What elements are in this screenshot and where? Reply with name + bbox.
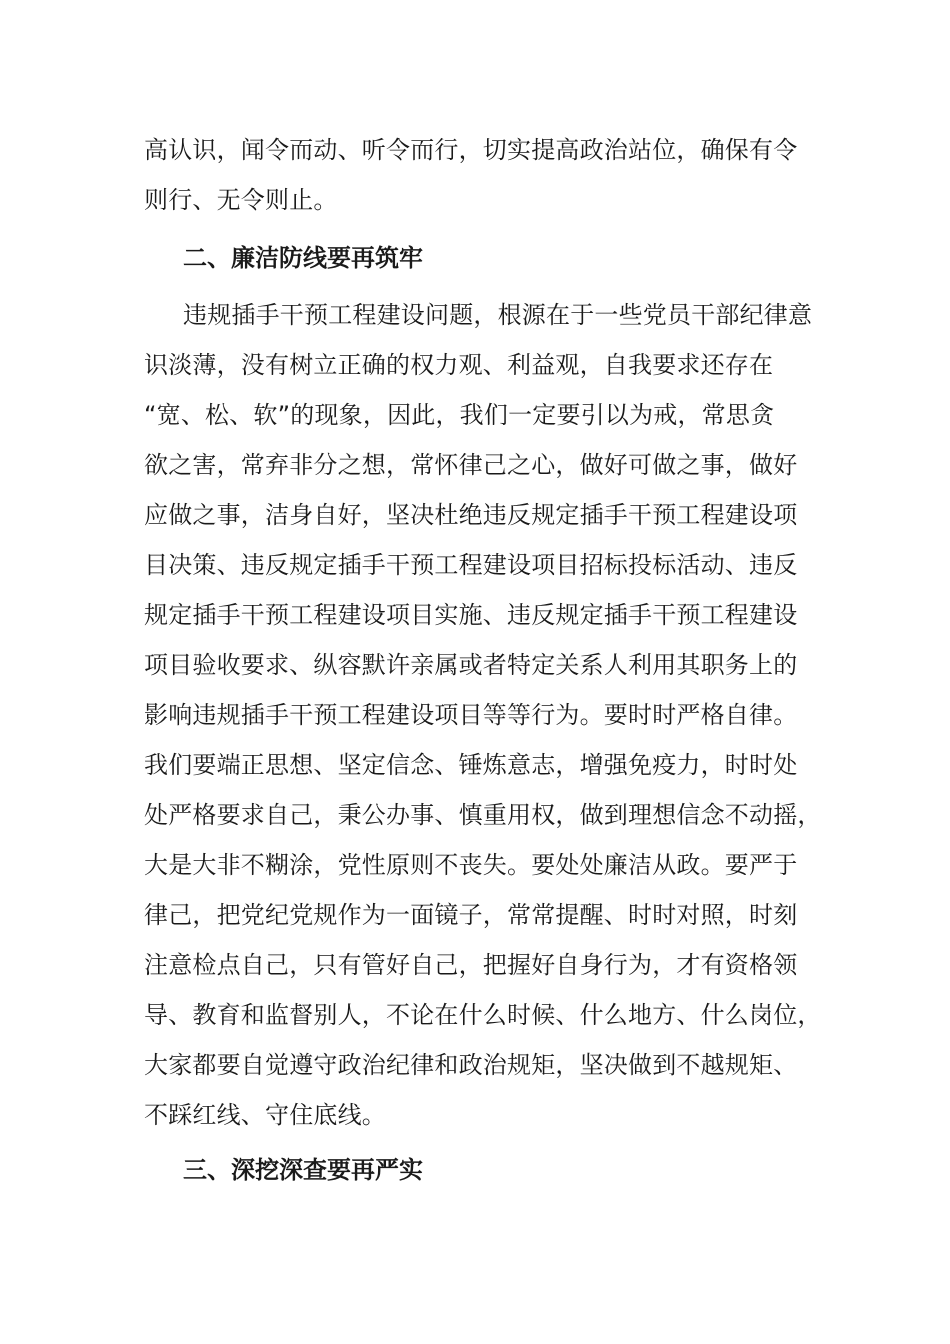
body-text-line: 律己，把党纪党规作为一面镜子，常常提醒、时时对照，时刻 bbox=[144, 901, 798, 929]
body-text-line: 识淡薄，没有树立正确的权力观、利益观，自我要求还存在 bbox=[144, 351, 774, 379]
body-text-line: 违规插手干预工程建设问题，根源在于一些党员干部纪律意 bbox=[183, 301, 813, 329]
section-heading-3: 三、深挖深查要再严实 bbox=[183, 1156, 423, 1184]
body-text-line: 欲之害，常弃非分之想，常怀律己之心，做好可做之事，做好 bbox=[144, 451, 798, 479]
body-text-line: 应做之事，洁身自好，坚决杜绝违反规定插手干预工程建设项 bbox=[144, 501, 798, 529]
body-text-line: 不踩红线、守住底线。 bbox=[144, 1101, 386, 1129]
body-text-line: 规定插手干预工程建设项目实施、违反规定插手干预工程建设 bbox=[144, 601, 798, 629]
body-text-line: 大家都要自觉遵守政治纪律和政治规矩，坚决做到不越规矩、 bbox=[144, 1051, 798, 1079]
body-text-line: 大是大非不糊涂，党性原则不丧失。要处处廉洁从政。要严于 bbox=[144, 851, 798, 879]
body-text-line: “宽、松、软”的现象，因此，我们一定要引以为戒，常思贪 bbox=[144, 401, 775, 429]
body-text-line: 则行、无令则止。 bbox=[144, 186, 338, 214]
body-text-line: 注意检点自己，只有管好自己，把握好自身行为，才有资格领 bbox=[144, 951, 798, 979]
body-text-line: 目决策、违反规定插手干预工程建设项目招标投标活动、违反 bbox=[144, 551, 798, 579]
body-text-line: 导、教育和监督别人，不论在什么时候、什么地方、什么岗位， bbox=[144, 1001, 822, 1029]
body-text-line: 项目验收要求、纵容默许亲属或者特定关系人利用其职务上的 bbox=[144, 651, 798, 679]
body-text-line: 高认识，闻令而动、听令而行，切实提高政治站位，确保有令 bbox=[144, 136, 798, 164]
body-text-line: 影响违规插手干预工程建设项目等等行为。要时时严格自律。 bbox=[144, 701, 798, 729]
section-heading-2: 二、廉洁防线要再筑牢 bbox=[183, 244, 423, 272]
body-text-line: 处严格要求自己，秉公办事、慎重用权，做到理想信念不动摇， bbox=[144, 801, 822, 829]
body-text-line: 我们要端正思想、坚定信念、锤炼意志，增强免疫力，时时处 bbox=[144, 751, 798, 779]
